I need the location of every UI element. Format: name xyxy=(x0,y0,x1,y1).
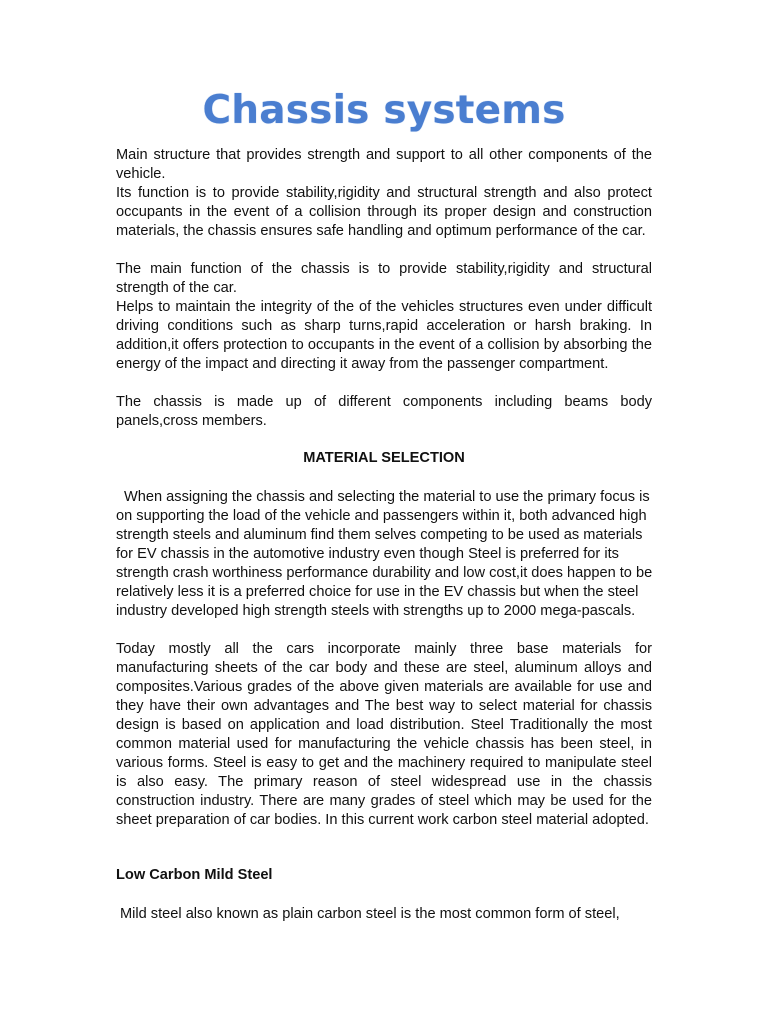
intro-paragraph-1: Main structure that provides strength and support to all other components of the vehicle. xyxy=(116,147,652,182)
material-selection-paragraph-2: Today mostly all the cars incorporate mainly three base materials for manufacturing sheets of the car body and these are steel, aluminum alloys and composites.Various grades of the above given materials are available for use and they have their own advantages and The best way to select material for chassis design is based on application and load distribution. Steel Traditionally the most common material used for manufacturing the vehicle chassis has been steel, in various forms. Steel is easy to get and the machinery required to manipulate steel is also easy. The primary reason of steel widespread use in the chassis construction industry. There are many grades of steel which may be used for the sheet preparation of car bodies. In this current work carbon steel material adopted. xyxy=(116,641,652,828)
mild-steel-paragraph: Mild steel also known as plain carbon steel is the most common form of steel, xyxy=(120,906,620,922)
intro-paragraph-2: Its function is to provide stability,rigidity and structural strength and also protect occupants in the event of a collision through its proper design and construction materials, the chassis ensures safe handling and optimum performance of the car. xyxy=(116,185,652,239)
section-heading-low-carbon-mild-steel: Low Carbon Mild Steel xyxy=(116,867,273,883)
document-title: Chassis systems xyxy=(202,88,566,133)
intro-paragraph-3: The main function of the chassis is to provide stability,rigidity and structural strength of the car. xyxy=(116,261,652,296)
intro-paragraph-5: The chassis is made up of different components including beams body panels,cross members. xyxy=(116,394,652,429)
intro-paragraph-4: Helps to maintain the integrity of the of the vehicles structures even under difficult driving conditions such as sharp turns,rapid acceleration or harsh braking. In addition,it offers protection to occupants in the event of a collision by absorbing the energy of the impact and directing it away from the passenger compartment. xyxy=(116,299,652,372)
section-heading-material-selection: MATERIAL SELECTION xyxy=(303,450,465,466)
material-selection-paragraph-1: When assigning the chassis and selecting the material to use the primary focus is on supporting the load of the vehicle and passengers within it, both advanced high strength steels and aluminum find them selves competing to be used as materials for EV chassis in the automotive industry even though Steel is preferred for its strength crash worthiness performance durability and low cost,it does happen to be relatively less it is a preferred choice for use in the EV chassis but when the steel industry developed high strength steels with strengths up to 2000 mega-pascals. xyxy=(116,489,653,619)
